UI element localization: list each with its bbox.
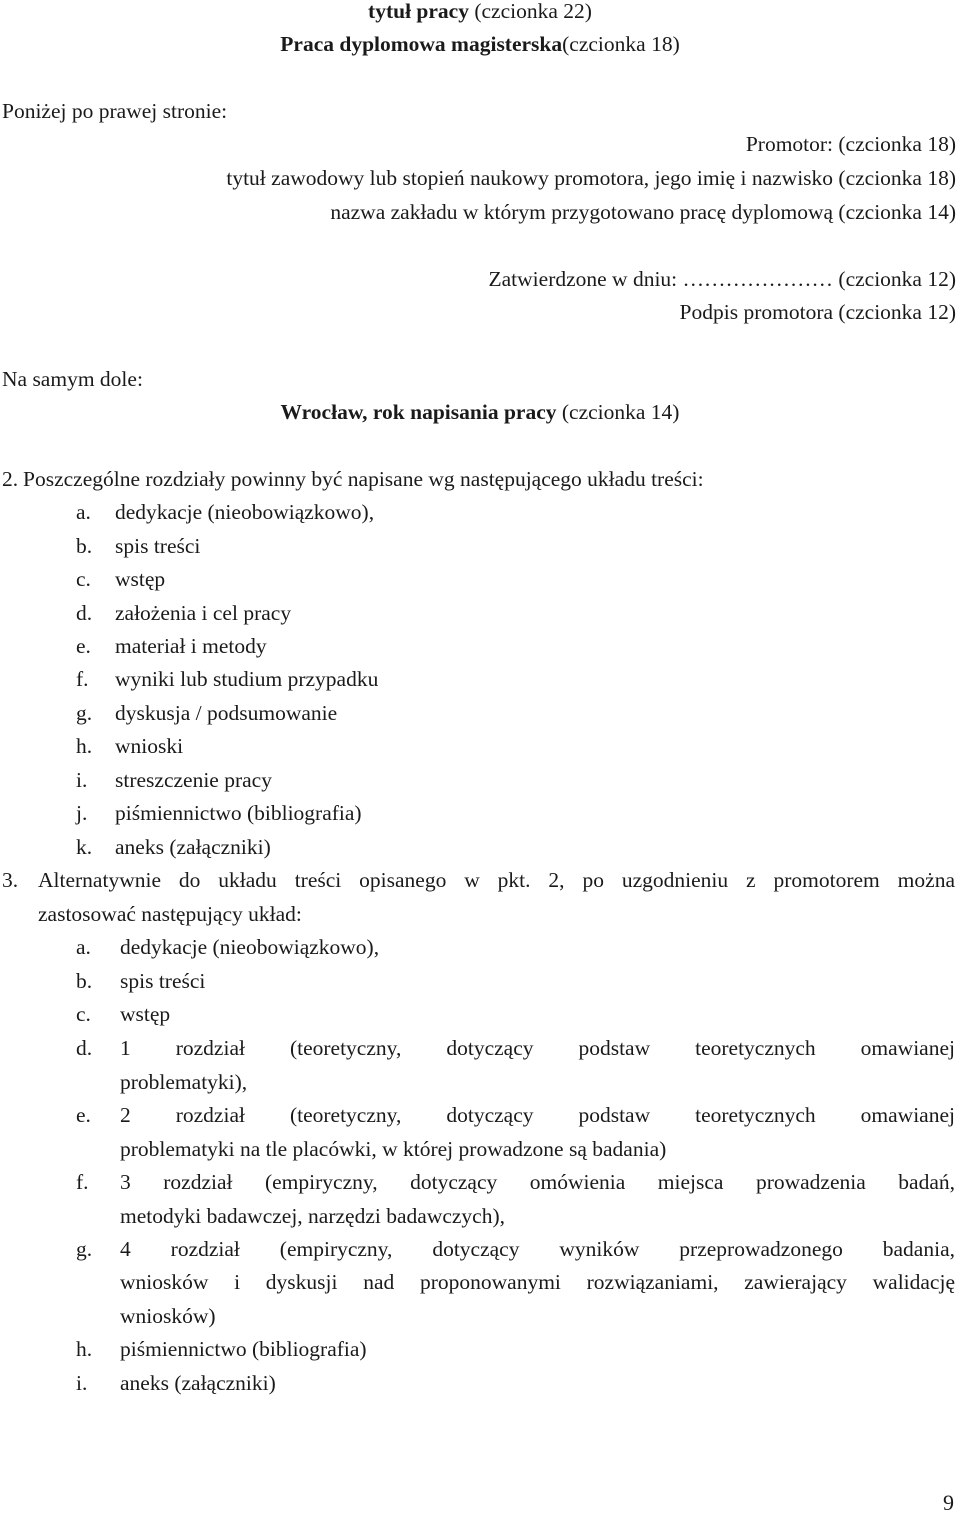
list-item-letter: f. (76, 667, 89, 691)
footer-city-year-note: (czcionka 14) (556, 400, 680, 424)
list-item-text: dyskusja / podsumowanie (115, 701, 338, 725)
list-item-letter: a. (76, 935, 91, 959)
list-item-text: wniosków i dyskusji nad proponowanymi rozwiązaniami, zawierający walidację (120, 1270, 955, 1294)
list-item-text: założenia i cel pracy (115, 601, 292, 625)
thesis-title-bold: tytuł pracy (368, 0, 469, 23)
list-item-text: spis treści (115, 534, 201, 558)
list-item-letter: c. (76, 567, 91, 591)
list-item-letter: i. (76, 768, 88, 792)
list-item-text: piśmiennictwo (bibliografia) (120, 1337, 367, 1361)
below-right-label: Poniżej po prawej stronie: (2, 99, 228, 123)
list-item-text: aneks (załączniki) (115, 835, 271, 859)
list-item-letter: b. (76, 969, 93, 993)
promotor-line: Promotor: (czcionka 18) (745, 132, 956, 156)
list-item-letter: g. (76, 701, 93, 725)
section-3-number: 3. (2, 868, 19, 892)
section-2-text: Poszczególne rozdziały powinny być napisane wg następującego układu treści: (23, 467, 704, 491)
list-item-text: wyniki lub studium przypadku (115, 667, 379, 691)
department-line: nazwa zakładu w którym przygotowano pracę dyplomową (czcionka 14) (330, 200, 956, 224)
list-item-text: wstęp (120, 1002, 171, 1026)
list-item-text: wnioski (115, 734, 184, 758)
thesis-type-line (0, 28, 960, 61)
list-item-letter: c. (76, 1002, 91, 1026)
list-item-text: dedykacje (nieobowiązkowo), (115, 500, 375, 524)
list-item-letter: j. (76, 801, 88, 825)
list-item-text: 1 rozdział (teoretyczny, dotyczący podstaw teoretycznych omawianej (120, 1036, 955, 1060)
list-item-letter: h. (76, 734, 93, 758)
list-item-text: aneks (załączniki) (120, 1371, 276, 1395)
list-item-text: 2 rozdział (teoretyczny, dotyczący podstaw teoretycznych omawianej (120, 1103, 955, 1127)
list-item-letter: f. (76, 1170, 89, 1194)
list-item-text: spis treści (120, 969, 206, 993)
list-item-text: piśmiennictwo (bibliografia) (115, 801, 362, 825)
list-item-letter: g. (76, 1237, 93, 1261)
thesis-type-bold: Praca dyplomowa magisterska (280, 32, 563, 56)
list-item-text: 4 rozdział (empiryczny, dotyczący wyników przeprowadzonego badania, (120, 1237, 955, 1261)
section-3-line-1: Alternatywnie do układu treści opisanego w pkt. 2, po uzgodnieniu z promotorem można (38, 868, 955, 892)
list-item-text: wstęp (115, 567, 166, 591)
list-item-letter: e. (76, 1103, 91, 1127)
list-item-letter: d. (76, 1036, 93, 1060)
list-item-letter: h. (76, 1337, 93, 1361)
page-number: 9 (943, 1490, 954, 1515)
thesis-title-note: (czcionka 22) (468, 0, 592, 23)
list-item-text: materiał i metody (115, 634, 267, 658)
section-2-number: 2. (2, 467, 19, 491)
list-item-text: metodyki badawczej, narzędzi badawczych), (120, 1204, 506, 1228)
footer-city-year-bold: Wrocław, rok napisania pracy (280, 400, 557, 424)
thesis-title-line (0, 0, 960, 28)
list-item-text: streszczenie pracy (115, 768, 272, 792)
section-3-line-2: zastosować następujący układ: (38, 902, 302, 926)
list-item-letter: a. (76, 500, 91, 524)
promotor-signature-line: Podpis promotora (czcionka 12) (679, 300, 956, 324)
list-item-text: problematyki), (120, 1070, 248, 1094)
list-item-letter: k. (76, 835, 93, 859)
list-item-letter: e. (76, 634, 91, 658)
list-item-letter: i. (76, 1371, 88, 1395)
promotor-name-line: tytuł zawodowy lub stopień naukowy promotora, jego imię i nazwisko (czcionka 18) (226, 166, 956, 190)
list-item-letter: d. (76, 601, 93, 625)
list-item-text: dedykacje (nieobowiązkowo), (120, 935, 380, 959)
list-item-text: wniosków) (120, 1304, 216, 1328)
list-item-letter: b. (76, 534, 93, 558)
approval-date-line: Zatwierdzone w dniu: ………………… (czcionka 12) (488, 267, 956, 291)
footer-city-year-line (0, 396, 960, 429)
list-item-text: 3 rozdział (empiryczny, dotyczący omówienia miejsca prowadzenia badań, (120, 1170, 955, 1194)
list-item-text: problematyki na tle placówki, w której prowadzone są badania) (120, 1137, 667, 1161)
thesis-type-note: (czcionka 18) (562, 32, 680, 56)
bottom-label: Na samym dole: (2, 367, 143, 391)
